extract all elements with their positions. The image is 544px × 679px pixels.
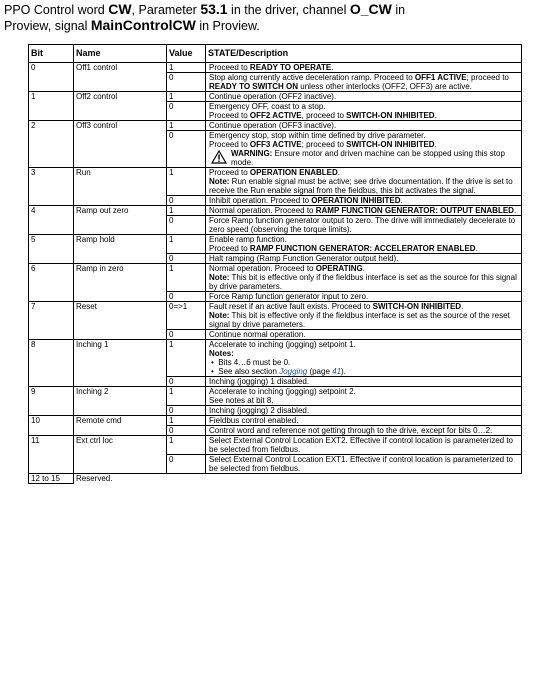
bit-cell: 7 (29, 302, 74, 340)
bit-cell: 1 (29, 92, 74, 121)
table-row (29, 206, 522, 216)
state-cell: Force Ramp function generator output to zero. The drive will immediately decelerate to zero speed (observing the torque limits). (206, 216, 522, 235)
value-cell: 0 (167, 330, 206, 340)
table-row (29, 416, 522, 426)
state-cell: Inhibit operation. Proceed to OPERATION INHIBITED. (206, 196, 522, 206)
table-row (29, 121, 522, 131)
value-cell: 1 (167, 264, 206, 292)
caption-text: , Parameter (131, 3, 201, 17)
caption-text: Proview, signal (4, 19, 91, 33)
bit-cell: 10 (29, 416, 74, 436)
name-cell: Ramp hold (74, 235, 167, 264)
table-row (29, 340, 522, 377)
state-cell: Inching (jogging) 1 disabled. (206, 377, 522, 387)
bit-cell: 6 (29, 264, 74, 302)
caption-text: in the driver, channel (227, 3, 350, 17)
jogging-link[interactable]: Jogging (279, 367, 308, 376)
warning-triangle-icon (211, 150, 227, 164)
bit-cell: 2 (29, 121, 74, 168)
bit-cell: 5 (29, 235, 74, 264)
value-cell: 0 (167, 73, 206, 92)
value-cell: 0 (167, 292, 206, 302)
value-cell: 0 (167, 102, 206, 121)
value-cell: 1 (167, 121, 206, 131)
bit-cell: 12 to 15 (29, 474, 74, 484)
caption-cw: CW (108, 1, 132, 17)
caption-param: 53.1 (200, 1, 228, 17)
bullet-item: • Bits 4…6 must be 0. (211, 358, 291, 367)
state-cell: Proceed to OPERATION ENABLED. Note: Run enable signal must be active; see drive documentation. If the drive is set to receive the Run enable signal from the fieldbus, this bit activates the signal. (206, 168, 522, 196)
bit-cell: 3 (29, 168, 74, 206)
name-cell: Run (74, 168, 167, 206)
value-cell: 0 (167, 254, 206, 264)
state-cell: Force Ramp function generator input to zero. (206, 292, 522, 302)
value-cell: 1 (167, 387, 206, 406)
control-word-table (28, 44, 522, 484)
state-cell: Fieldbus control enabled. (206, 416, 522, 426)
page-link[interactable]: 41 (332, 367, 342, 376)
state-cell: Stop along currently active deceleration ramp. Proceed to OFF1 ACTIVE; proceed to READY TO SWITCH ON unless other interlocks (OFF2, OFF3) are active. (206, 73, 522, 92)
value-cell: 1 (167, 340, 206, 377)
caption-signal: MainControlCW (90, 17, 196, 33)
table-row (29, 63, 522, 73)
table-row (29, 264, 522, 292)
name-cell: Off1 control (74, 63, 167, 92)
caption-text: in (391, 3, 406, 17)
state-cell: Inching (jogging) 2 disabled. (206, 406, 522, 416)
state-cell: Proceed to READY TO OPERATE. (206, 63, 522, 73)
state-cell: Control word and reference not getting through to the drive, except for bits 0…2. (206, 426, 522, 436)
name-cell: Ext ctrl loc (74, 436, 167, 474)
value-cell: 1 (167, 63, 206, 73)
table-row (29, 474, 522, 484)
warning-block: WARNING: Ensure motor and driven machine can be stopped using this stop mode. (211, 149, 518, 167)
value-cell: 1 (167, 416, 206, 426)
table-row (29, 302, 522, 330)
state-cell: Accelerate to inching (jogging) setpoint 2. See notes at bit 8. (206, 387, 522, 406)
name-cell: Off3 control (74, 121, 167, 168)
state-cell: Emergency stop, stop within time defined by drive parameter. Proceed to OFF3 ACTIVE; proceed to SWITCH-ON INHIBITED. WARNING: Ensure motor and driven machine can be stopped using this stop mode. (206, 131, 522, 168)
state-cell: Enable ramp function. Proceed to RAMP FUNCTION GENERATOR: ACCELERATOR ENABLED. (206, 235, 522, 254)
state-cell: Halt ramping (Ramp Function Generator output held). (206, 254, 522, 264)
value-cell: 1 (167, 235, 206, 254)
value-cell: 0 (167, 426, 206, 436)
value-cell: 0 (167, 131, 206, 168)
state-cell: Accelerate to inching (jogging) setpoint 1. Notes: • Bits 4…6 must be 0. • See also section Jogging (page 41). (206, 340, 522, 377)
bit-cell: 9 (29, 387, 74, 416)
bit-cell: 8 (29, 340, 74, 387)
table-row (29, 168, 522, 196)
value-cell: 1 (167, 436, 206, 455)
name-cell: Reset (74, 302, 167, 340)
bit-cell: 0 (29, 63, 74, 92)
table-row (29, 436, 522, 455)
state-cell: Fault reset if an active fault exists. Proceed to SWITCH-ON INHIBITED. Note: This bit is effective only if the fieldbus interface is set as the source of the reset signal by drive parameters. (206, 302, 522, 330)
table-row (29, 235, 522, 254)
state-cell: Normal operation. Proceed to OPERATING. Note: This bit is effective only if the fieldbus interface is set as the source for this signal by drive parameters. (206, 264, 522, 292)
table-header-row (29, 45, 522, 63)
bit-cell: 11 (29, 436, 74, 474)
value-cell: 0 (167, 455, 206, 474)
value-cell: 0 (167, 377, 206, 387)
name-cell: Reserved. (74, 474, 522, 484)
state-cell: Continue normal operation. (206, 330, 522, 340)
bullet-item: • See also section Jogging (page 41). (211, 367, 346, 376)
value-cell: 1 (167, 206, 206, 216)
name-cell: Remote cmd (74, 416, 167, 436)
state-cell: Continue operation (OFF3 inactive). (206, 121, 522, 131)
value-cell: 1 (167, 92, 206, 102)
value-cell: 1 (167, 168, 206, 196)
table-row (29, 92, 522, 102)
name-cell: Off2 control (74, 92, 167, 121)
state-cell: Select External Control Location EXT2. Effective if control location is parameterized to be selected from fieldbus. (206, 436, 522, 455)
header-value: Value (167, 45, 206, 63)
value-cell: 0 (167, 216, 206, 235)
bit-cell: 4 (29, 206, 74, 235)
name-cell: Ramp in zero (74, 264, 167, 302)
caption-text: in Proview. (195, 19, 260, 33)
state-cell: Normal operation. Proceed to RAMP FUNCTION GENERATOR: OUTPUT ENABLED. (206, 206, 522, 216)
caption-text: PPO Control word (4, 3, 109, 17)
header-state: STATE/Description (206, 45, 522, 63)
value-cell: 0 (167, 196, 206, 206)
table-row (29, 387, 522, 406)
header-name: Name (74, 45, 167, 63)
name-cell: Inching 2 (74, 387, 167, 416)
state-cell: Emergency OFF, coast to a stop. Proceed to OFF2 ACTIVE, proceed to SWITCH-ON INHIBITED. (206, 102, 522, 121)
value-cell: 0 (167, 406, 206, 416)
caption (4, 2, 540, 34)
name-cell: Inching 1 (74, 340, 167, 387)
header-bit: Bit (29, 45, 74, 63)
state-cell: Select External Control Location EXT1. Effective if control location is parameterized to be selected from fieldbus. (206, 455, 522, 474)
state-cell: Continue operation (OFF2 inactive). (206, 92, 522, 102)
caption-channel: O_CW (349, 1, 392, 17)
value-cell: 0=>1 (167, 302, 206, 330)
name-cell: Ramp out zero (74, 206, 167, 235)
